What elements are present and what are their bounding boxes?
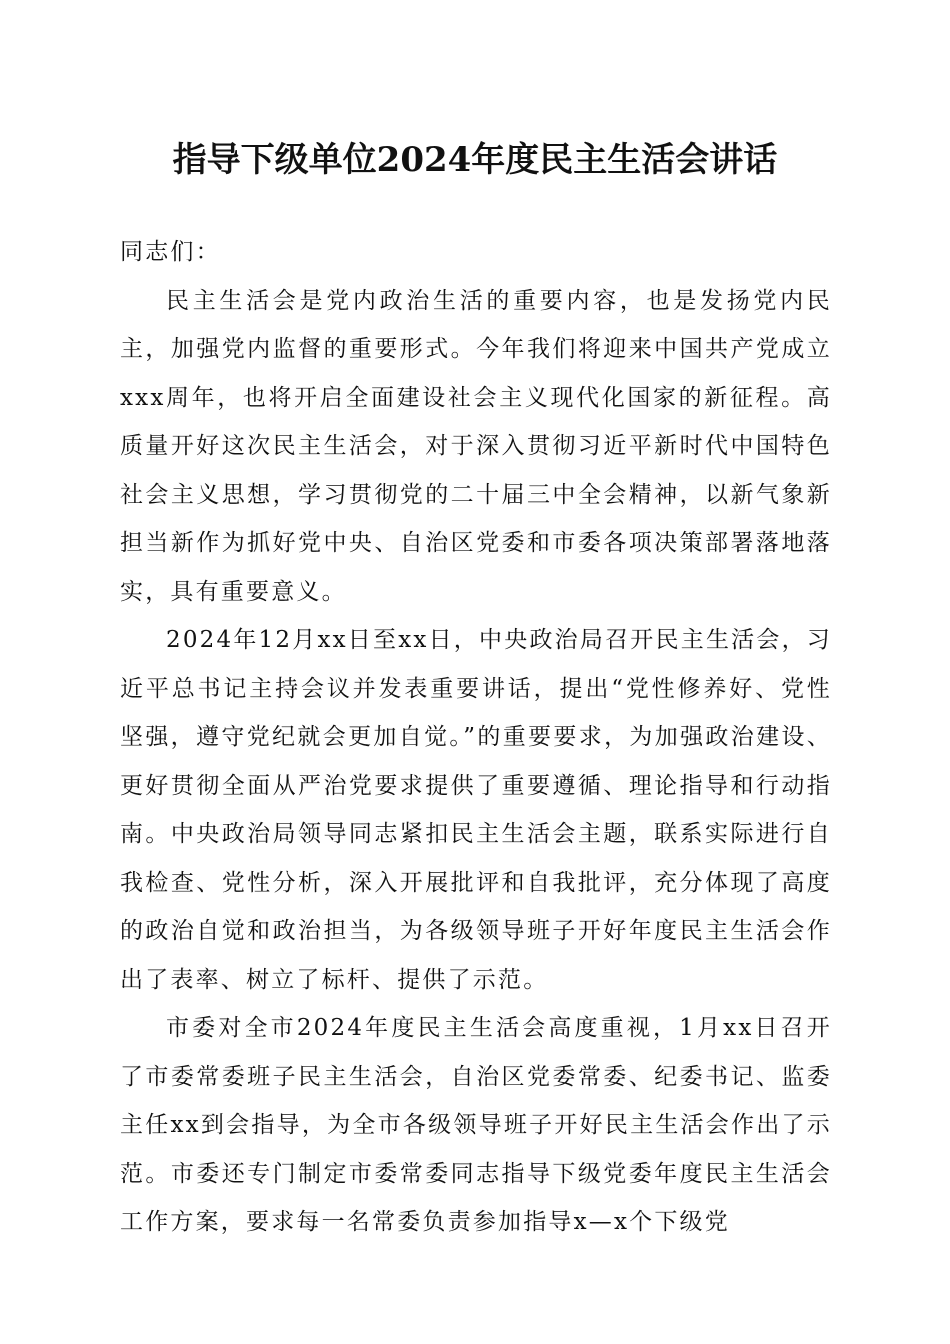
- paragraph-1: 民主生活会是党内政治生活的重要内容，也是发扬党内民主，加强党内监督的重要形式。今年我们将迎来中国共产党成立xxx周年，也将开启全面建设社会主义现代化国家的新征程。高质量开好这次民主生活会，对于深入贯彻习近平新时代中国特色社会主义思想，学习贯彻党的二十届三中全会精神，以新气象新担当新作为抓好党中央、自治区党委和市委各项决策部署落地落实，具有重要意义。: [120, 287, 832, 605]
- document-title: 指导下级单位2024年度民主生活会讲话: [172, 140, 778, 180]
- paragraph-2: 2024年12月xx日至xx日，中央政治局召开民主生活会，习近平总书记主持会议并发表重要讲话，提出“党性修养好、党性坚强，遵守党纪就会更加自觉。”的重要要求，为加强政治建设、更好贯彻全面从严治党要求提供了重要遵循、理论指导和行动指南。中央政治局领导同志紧扣民主生活会主题，联系实际进行自我检查、党性分析，深入开展批评和自我批评，充分体现了高度的政治自觉和政治担当，为各级领导班子开好年度民主生活会作出了表率、树立了标杆、提供了示范。: [120, 627, 832, 993]
- salutation: 同志们：: [120, 239, 221, 265]
- paragraph-3: 市委对全市2024年度民主生活会高度重视，1月xx日召开了市委常委班子民主生活会，自治区党委常委、纪委书记、监委主任xx到会指导，为全市各级领导班子开好民主生活会作出了示范。市委还专门制定市委常委同志指导下级党委年度民主生活会工作方案，要求每一名常委负责参加指导x—x个下级党: [120, 1015, 832, 1235]
- document-body: [120, 228, 832, 1247]
